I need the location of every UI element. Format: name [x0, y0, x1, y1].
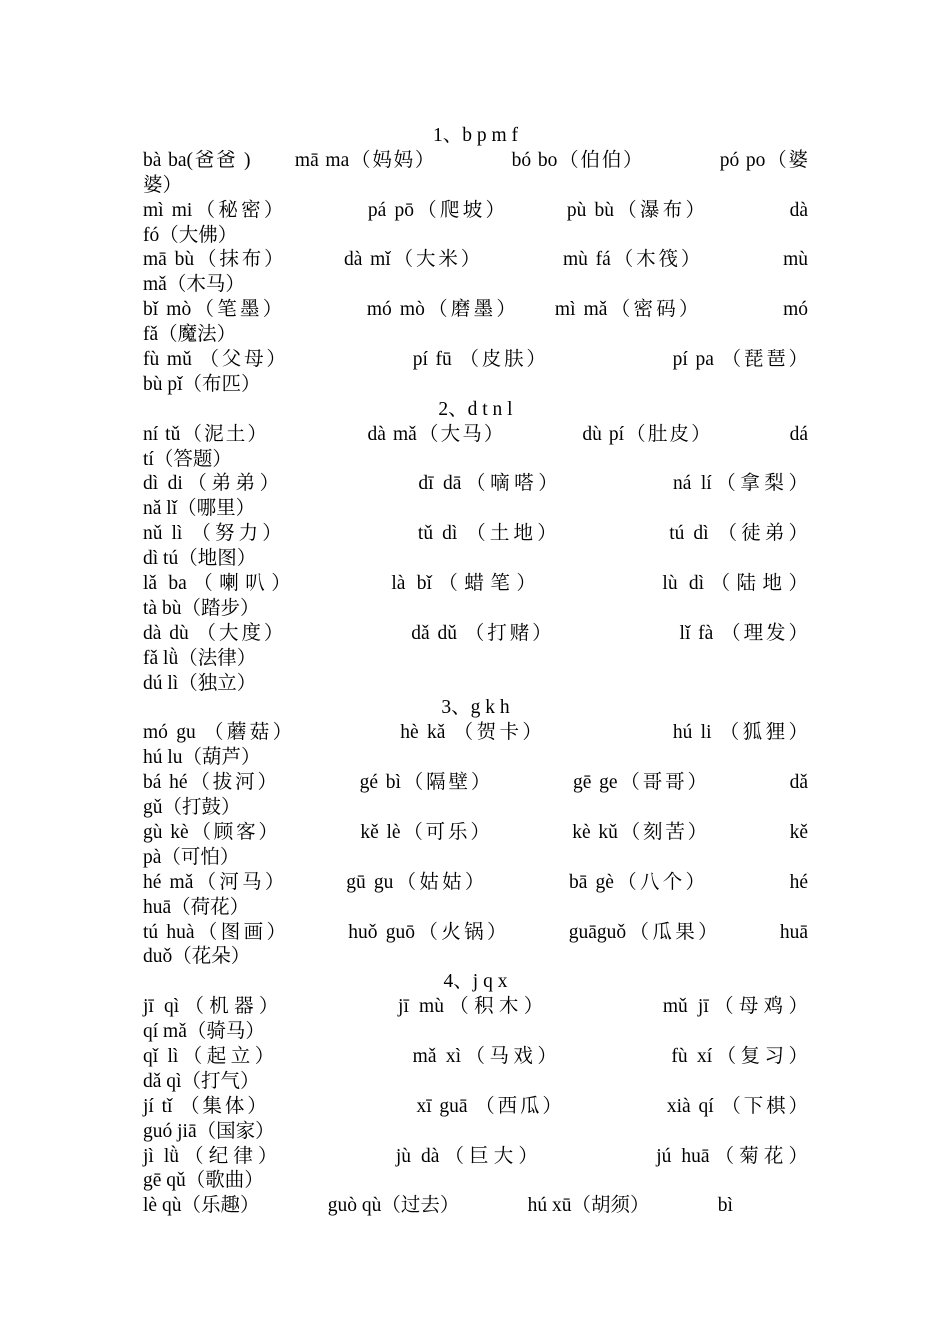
section	[143, 696, 808, 970]
word-row-continuation: hú lu（葫芦）	[143, 747, 261, 769]
word-row: bǐ mò（笔墨） mó mò（磨墨） mì mǎ（密码） mó	[143, 299, 808, 321]
word-row-continuation: tà bù（踏步）	[143, 597, 260, 619]
word-row-continuation: pà（可怕）	[143, 846, 240, 868]
word-row-continuation: fǎ（魔法）	[143, 324, 237, 346]
section	[143, 970, 808, 1219]
word-row-continuation: gǔ（打鼓）	[143, 797, 241, 819]
word-row-continuation: gē qǔ（歌曲）	[143, 1170, 264, 1192]
word-row-continuation: dì tú（地图）	[143, 548, 257, 570]
word-row: jì lǜ（纪律） jù dà（巨大） jú huā（菊花）	[143, 1145, 808, 1167]
section-heading: 2、d t n l	[438, 398, 513, 420]
word-row: qǐ lì（起立） mǎ xì（马戏） fù xí（复习）	[143, 1045, 808, 1067]
word-row-continuation: duǒ（花朵）	[143, 946, 251, 968]
word-row-continuation: 婆）	[143, 174, 183, 196]
word-row: bá hé（拔河） gé bì（隔壁） gē ge（哥哥） dǎ	[143, 772, 808, 794]
word-row-continuation: tí（答题）	[143, 448, 232, 470]
word-row: hé mǎ（河马） gū gu（姑姑） bā gè（八个） hé	[143, 871, 808, 893]
word-row: fù mǔ （父母） pí fū （皮肤） pí pa （琵琶）	[143, 349, 808, 371]
word-row: gù kè（顾客） kě lè（可乐） kè kǔ（刻苦） kě	[143, 821, 808, 843]
word-row-continuation: huā（荷花）	[143, 896, 250, 918]
section	[143, 124, 808, 398]
word-row: dú lì（独立）	[143, 672, 257, 694]
section	[143, 398, 808, 697]
word-row-continuation: dǎ qì（打气）	[143, 1070, 260, 1092]
word-row-continuation: bù pǐ（布匹）	[143, 373, 261, 395]
section-heading: 1、b p m f	[432, 125, 519, 146]
document-body	[143, 124, 808, 1219]
word-row-continuation: guó jiā（国家）	[143, 1120, 275, 1142]
section-heading: 4、j q x	[443, 971, 508, 993]
word-row: jí tǐ （集体） xī guā （西瓜） xià qí （下棋）	[143, 1095, 808, 1117]
word-row: bà ba(爸爸 ) mā ma（妈妈） bó bo（伯伯） pó po（婆	[143, 149, 808, 171]
word-row-continuation: fǎ lǜ（法律）	[143, 647, 257, 669]
word-row-continuation: nǎ lǐ（哪里）	[143, 498, 256, 520]
word-row: dà dù （大度） dǎ dǔ （打赌） lǐ fà （理发）	[143, 622, 808, 644]
word-row: mó gu （蘑菇） hè kǎ （贺卡） hú li （狐狸）	[143, 722, 808, 744]
word-row: lǎ ba（喇叭） là bǐ（蜡笔） lù dì（陆地）	[143, 573, 808, 595]
word-row-continuation: mǎ（木马）	[143, 274, 245, 296]
section-heading: 3、g k h	[441, 697, 510, 719]
word-row: ní tǔ（泥土） dà mǎ（大马） dù pí（肚皮） dá	[143, 423, 808, 445]
word-row-continuation: qí mǎ（骑马）	[143, 1021, 265, 1043]
word-row: dì di（弟弟） dī dā（嘀嗒） ná lí（拿梨）	[143, 473, 808, 495]
word-row: mì mi（秘密） pá pō（爬坡） pù bù（瀑布） dà	[143, 199, 808, 221]
word-row: nǔ lì （努力） tǔ dì （土地） tú dì （徒弟）	[143, 523, 808, 545]
word-row-continuation: fó（大佛）	[143, 224, 238, 246]
word-row: mā bù（抹布） dà mǐ（大米） mù fá（木筏） mù	[143, 249, 808, 271]
word-row: tú huà（图画） huǒ guō（火锅） guāguǒ（瓜果） huā	[143, 921, 808, 943]
word-row: jī qì（机器） jī mù（积木） mǔ jī（母鸡）	[143, 996, 808, 1018]
word-row: lè qù（乐趣） guò qù（过去） hú xū（胡须） bì	[143, 1195, 733, 1217]
